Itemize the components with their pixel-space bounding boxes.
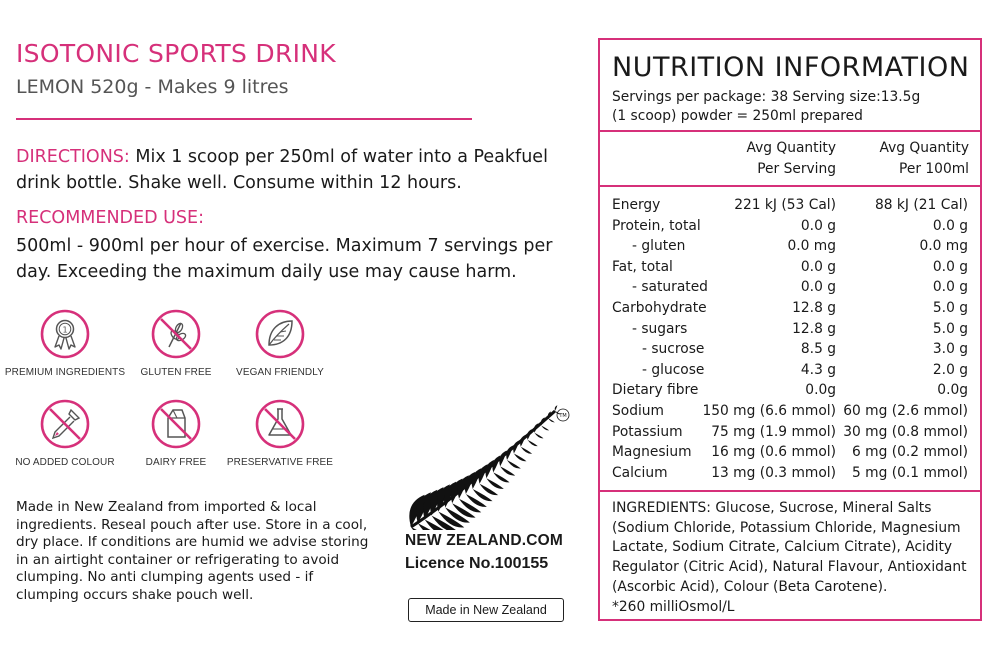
column-header-per-serving [700,138,836,180]
nutrition-row [612,238,970,259]
value-per-100ml: 2.0 g [932,361,968,378]
value-per-100ml: 5.0 g [932,300,968,316]
silver-fern-logo [405,405,575,530]
osmolality-note: *260 milliOsmol/L [612,598,735,615]
nutrition-row [612,465,970,486]
directions-paragraph [16,144,556,196]
column-header-line: Avg Quantity [879,140,969,156]
nutrition-row [612,444,970,465]
fern-frond [513,440,519,453]
nutrient-name: Sodium [612,403,664,419]
value-per-serving: 8.5 g [800,341,836,358]
value-per-100ml: 3.0 g [932,341,968,358]
nutrition-row [612,197,970,218]
fern-frond [506,445,513,460]
value-per-serving: 4.3 g [800,361,836,378]
value-per-serving: 0.0g [805,382,836,399]
value-per-100ml: 0.0 g [932,258,968,275]
nutrient-name: - gluten [632,238,686,255]
badge-label: GLUTEN FREE [140,367,212,378]
directions-text: Mix 1 scoop per 250ml of water into a Peakfuel drink bottle. Shake well. Consume within 12 hours. [16,147,548,193]
column-header-line: Avg Quantity [746,140,836,156]
value-per-serving: 75 mg (1.9 mmol) [711,423,836,440]
storage-instructions: Made in New Zealand from imported & local ingredients. Reseal pouch after use. Store in a cool, dry place. If conditions are humid we advise storing in an airtight container or refrigerating to avoid clumping. No anti clumping agents used - if clumping occurs shake pouch well. [16,499,369,603]
fern-frond [541,426,549,431]
value-per-serving: 0.0 g [800,279,836,296]
nutrition-row [612,362,970,383]
badge-label: PREMIUM INGREDIENTS [4,367,126,378]
fern-frond [493,472,509,482]
value-per-serving: 16 mg (0.6 mmol) [711,444,836,461]
nutrient-name: Protein, total [612,217,701,234]
value-per-100ml: 5 mg (0.1 mmol) [852,464,968,481]
panel-divider [598,490,982,492]
value-per-100ml: 5.0 g [932,320,968,337]
nutrition-row [612,382,970,403]
value-per-100ml: 0.0 g [932,217,968,234]
fern-frond [534,433,543,439]
nutrient-name: - saturated [632,279,708,296]
badge-label: NO ADDED COLOUR [15,457,115,468]
fern-frond [548,418,555,422]
value-per-100ml: 6 mg (0.2 mmol) [852,444,968,461]
fern-frond [520,435,526,447]
value-per-100ml: 88 kJ (21 Cal) [874,197,968,213]
value-per-serving: 12.8 g [792,320,836,337]
value-per-serving: 0.0 g [800,258,836,275]
column-header-per-100ml [840,138,969,180]
fern-frond [555,405,558,411]
directions-heading: DIRECTIONS: [16,147,130,167]
value-per-serving: 13 mg (0.3 mmol) [711,464,836,481]
nutrition-row [612,300,970,321]
badge-preservative-free [215,399,345,468]
panel-divider [598,130,982,132]
fern-frond [528,440,538,446]
wheat-crossed-icon [151,309,201,359]
nutrition-row [612,218,970,239]
recommended-text: 500ml - 900ml per hour of exercise. Maximum 7 servings per day. Exceeding the maximum daily use may cause harm. [16,236,553,282]
badge-label: PRESERVATIVE FREE [226,457,334,468]
badge-vegan-friendly [215,309,345,378]
nutrient-name: Calcium [612,464,668,481]
milk-carton-crossed-icon [151,399,201,449]
value-per-serving: 0.0 g [800,217,836,234]
nutrition-row [612,341,970,362]
nutrient-name: Carbohydrate [612,300,707,316]
value-per-100ml: 60 mg (2.6 mmol) [843,403,968,419]
servings-line: (1 scoop) powder = 250ml prepared [612,108,863,124]
value-per-100ml: 30 mg (0.8 mmol) [843,423,968,440]
nutrition-row [612,259,970,280]
value-per-serving: 221 kJ (53 Cal) [734,197,836,213]
nz-licence-number: Licence No.100155 [405,555,549,572]
nutrition-row [612,424,970,445]
trademark-mark: TM [559,413,567,419]
value-per-100ml: 0.0g [937,382,968,399]
panel-divider [598,185,982,187]
leaf-icon [255,309,305,359]
servings-line: Servings per package: 38 Serving size:13.5g [612,89,921,105]
column-header-line: Per Serving [757,161,836,177]
recommended-heading: RECOMMENDED USE: [16,208,204,228]
nutrition-row [612,403,970,424]
nutrient-name: Fat, total [612,258,673,275]
value-per-serving: 150 mg (6.6 mmol) [702,403,836,419]
flask-crossed-icon [255,399,305,449]
nutrition-row [612,279,970,300]
rosette-icon [40,309,90,359]
product-title: ISOTONIC SPORTS DRINK [16,39,336,68]
servings-info [612,88,972,126]
dropper-crossed-icon [40,399,90,449]
nutrient-name: Potassium [612,423,683,440]
nutrient-name: - sugars [632,320,688,337]
nutrient-name: Magnesium [612,444,692,461]
badge-label: VEGAN FRIENDLY [236,367,324,378]
svg-text:1: 1 [62,325,68,335]
value-per-100ml: 0.0 g [932,279,968,296]
nutrient-name: - glucose [642,361,705,378]
value-per-100ml: 0.0 mg [919,238,968,255]
fern-frond [500,466,515,475]
nz-website: NEW ZEALAND.COM [405,532,563,549]
column-header-line: Per 100ml [899,161,969,177]
product-subtitle: LEMON 520g - Makes 9 litres [16,76,289,98]
nutrition-row [612,321,970,342]
fern-frond [507,460,521,468]
fern-frond [492,455,500,472]
nutrient-name: Energy [612,197,661,213]
made-in-nz-badge: Made in New Zealand [408,598,564,622]
badge-label: DAIRY FREE [145,457,207,468]
fern-frond [499,451,507,467]
fern-frond [527,429,532,440]
value-per-serving: 12.8 g [792,300,836,316]
title-divider [16,118,472,120]
value-per-serving: 0.0 mg [787,238,836,255]
nutrient-name: Dietary fibre [612,382,699,399]
fern-frond [514,454,527,462]
nutrient-name: - sucrose [642,341,705,358]
ingredients-block [612,499,974,617]
nutrition-title: NUTRITION INFORMATION [612,52,970,83]
fern-frond [521,447,532,454]
ingredients-text: INGREDIENTS: Glucose, Sucrose, Mineral Salts (Sodium Chloride, Potassium Chloride, Magnesium Lactate, Sodium Citrate, Calcium Citrate), Acidity Regulator (Citric Acid), Natural Flavour, Antioxidant (Ascorbic Acid), Colour (Beta Carotene). [612,500,967,595]
